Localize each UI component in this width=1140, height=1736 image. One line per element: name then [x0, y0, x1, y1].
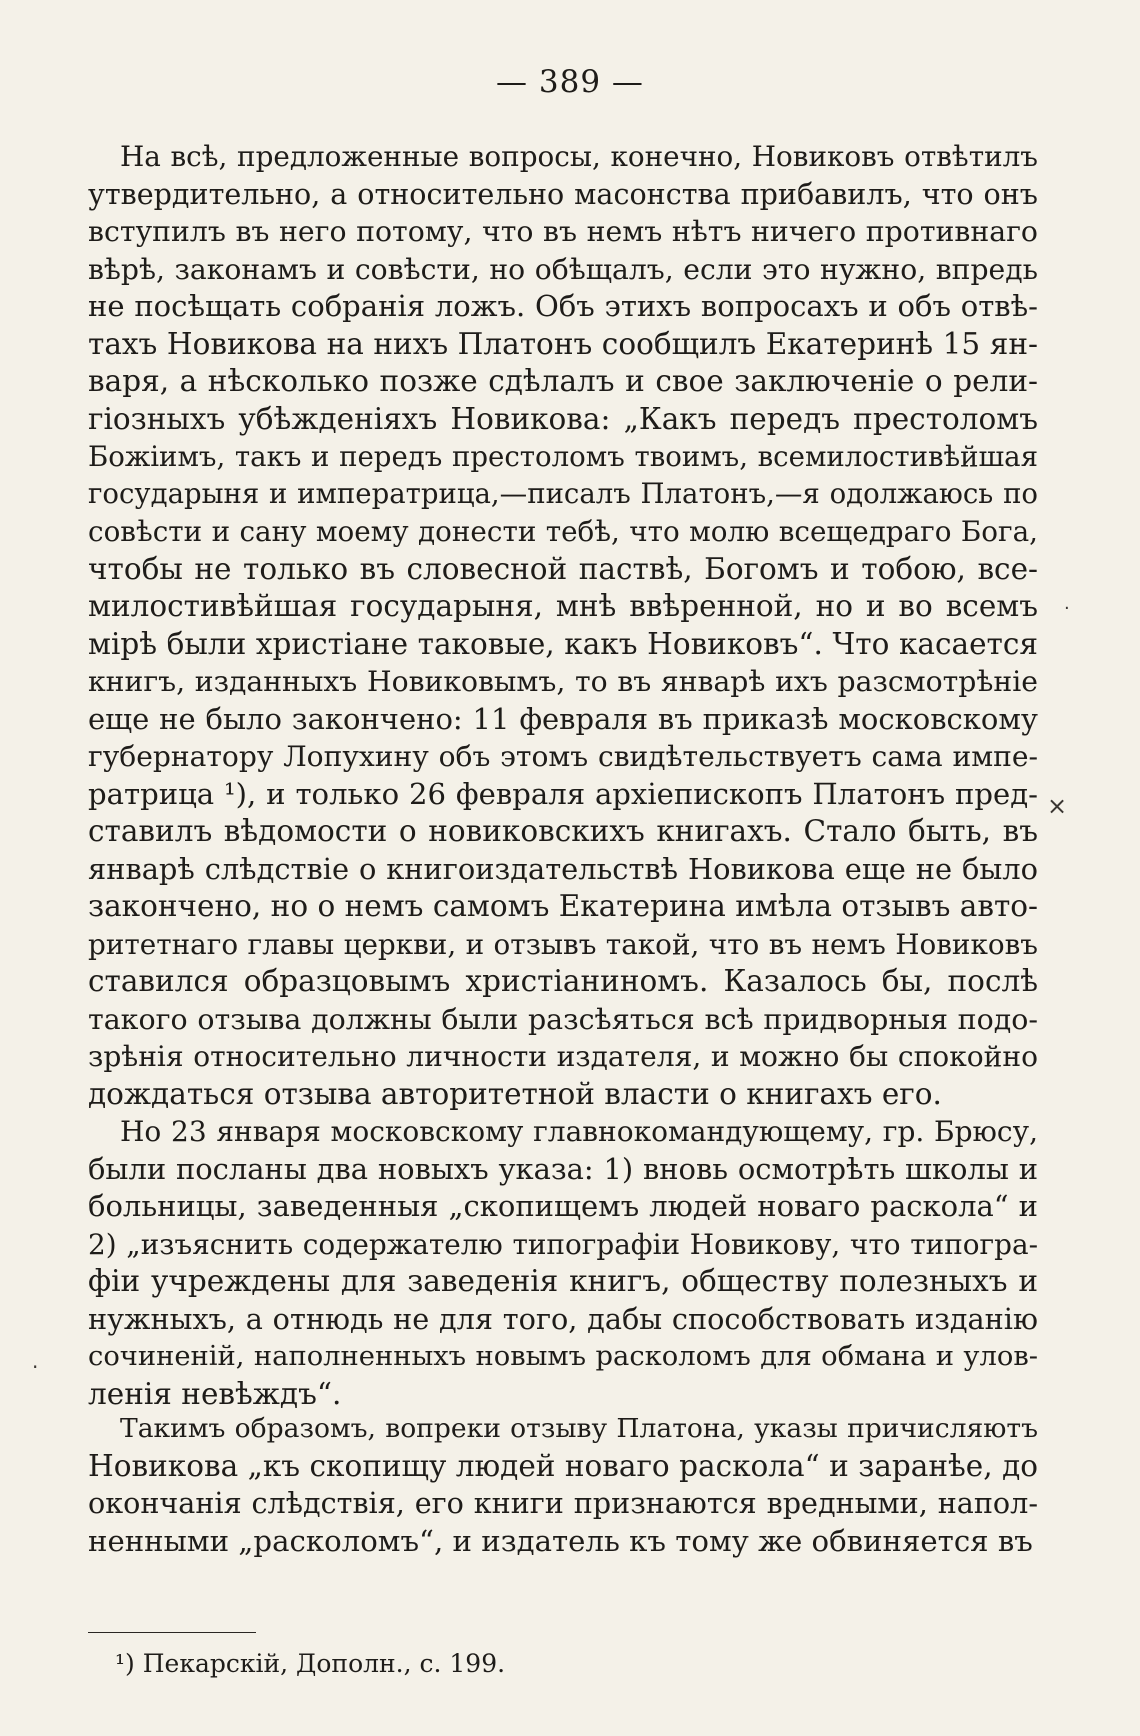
margin-dot-right: · — [1064, 598, 1070, 619]
text-line: губернатору Лопухину объ этомъ свидѣтельствуетъ сама импе- — [88, 740, 1038, 773]
text-line: ритетнаго главы церкви, и отзывъ такой, что въ немъ Новиковъ — [88, 927, 1038, 961]
text-line: книгъ, изданныхъ Новиковымъ, то въ январѣ ихъ разсмотрѣніе — [88, 665, 1038, 698]
paragraph-3 — [88, 1410, 1038, 1560]
text-line: вѣрѣ, законамъ и совѣсти, но обѣщалъ, если это нужно, впредь — [88, 252, 1038, 286]
text-line: гіозныхъ убѣжденіяхъ Новикова: „Какъ передъ престоломъ — [88, 401, 1038, 436]
text-line: ненными „расколомъ“, и издатель къ тому же обвиняется въ — [88, 1523, 1033, 1558]
text-line: ратрица ¹), и только 26 февраля архіепископъ Платонъ пред- — [88, 776, 1038, 811]
text-line: ленія невѣждъ“. — [88, 1376, 342, 1411]
text-line: вступилъ въ него потому, что въ немъ нѣтъ ничего противнаго — [88, 215, 1038, 248]
text-line: ставилъ вѣдомости о новиковскихъ книгахъ. Стало быть, въ — [88, 814, 1038, 848]
footnote-divider — [88, 1632, 256, 1633]
footnote: ¹) Пекарскій, Дополн., с. 199. — [115, 1649, 506, 1678]
text-line: сочиненій, наполненныхъ новымъ расколомъ для обмана и улов- — [88, 1341, 1038, 1372]
text-line: мірѣ были христіане таковые, какъ Новиковъ“. Что касается — [88, 626, 1038, 661]
margin-x-mark: × — [1047, 792, 1068, 820]
text-line: фіи учреждены для заведенія книгъ, обществу полезныхъ и — [88, 1264, 1038, 1298]
text-line: совѣсти и сану моему донести тебѣ, что молю всещедраго Бога, — [88, 515, 1038, 548]
page-number: — 389 — — [496, 64, 644, 100]
text-line: январѣ слѣдствіе о книгоиздательствѣ Новикова еще не было — [88, 851, 1038, 886]
text-line: Божіимъ, такъ и передъ престоломъ твоимъ, всемилостивѣйшая — [88, 440, 1038, 473]
paragraph-1 — [88, 138, 1038, 1113]
margin-dot-left: · — [32, 1355, 39, 1379]
text-line: такого отзыва должны были разсѣяться всѣ придворныя подо- — [88, 1002, 1038, 1036]
text-line: тахъ Новикова на нихъ Платонъ сообщилъ Екатеринѣ 15 ян- — [88, 326, 1038, 361]
text-line: нужныхъ, а отнюдь не для того, дабы способствовать изданію — [88, 1301, 1038, 1336]
text-line: ставился образцовымъ христіаниномъ. Казалось бы, послѣ — [88, 964, 1038, 998]
text-line: были посланы два новыхъ указа: 1) вновь осмотрѣть школы и — [88, 1151, 1038, 1186]
text-line: милостивѣйшая государыня, мнѣ ввѣренной, но и во всемъ — [88, 589, 1038, 623]
text-line: Но 23 января московскому главнокомандующему, гр. Брюсу, — [120, 1115, 1038, 1148]
text-line: Такимъ образомъ, вопреки отзыву Платона, указы причисляютъ — [120, 1413, 1038, 1444]
text-line: закончено, но о немъ самомъ Екатерина имѣла отзывъ авто- — [88, 889, 1038, 923]
text-line: окончанія слѣдствія, его книги признаются вредными, напол- — [88, 1486, 1038, 1520]
text-line: еще не было закончено: 11 февраля въ приказѣ московскому — [88, 701, 1038, 736]
text-line: государыня и императрица,—писалъ Платонъ,—я одолжаюсь по — [88, 477, 1038, 510]
text-line: варя, а нѣсколько позже сдѣлалъ и свое заключеніе о рели- — [88, 364, 1038, 398]
text-line: дождаться отзыва авторитетной власти о книгахъ его. — [88, 1076, 942, 1111]
text-line: 2) „изъяснить содержателю типографіи Новикову, что типогра- — [88, 1227, 1038, 1261]
text-line: На всѣ, предложенные вопросы, конечно, Новиковъ отвѣтилъ — [120, 140, 1038, 173]
paragraph-2 — [88, 1113, 1038, 1413]
text-line: чтобы не только въ словесной паствѣ, Богомъ и тобою, все- — [88, 551, 1038, 586]
text-line: Новикова „къ скопищу людей новаго раскола“ и заранѣе, до — [88, 1448, 1038, 1483]
text-line: зрѣнія относительно личности издателя, и можно бы спокойно — [88, 1040, 1038, 1073]
text-line: не посѣщать собранія ложъ. Объ этихъ вопросахъ и объ отвѣ- — [88, 289, 1038, 323]
text-line: утвердительно, а относительно масонства прибавилъ, что онъ — [88, 176, 1038, 211]
text-line: больницы, заведенныя „скопищемъ людей новаго раскола“ и — [88, 1189, 1038, 1223]
